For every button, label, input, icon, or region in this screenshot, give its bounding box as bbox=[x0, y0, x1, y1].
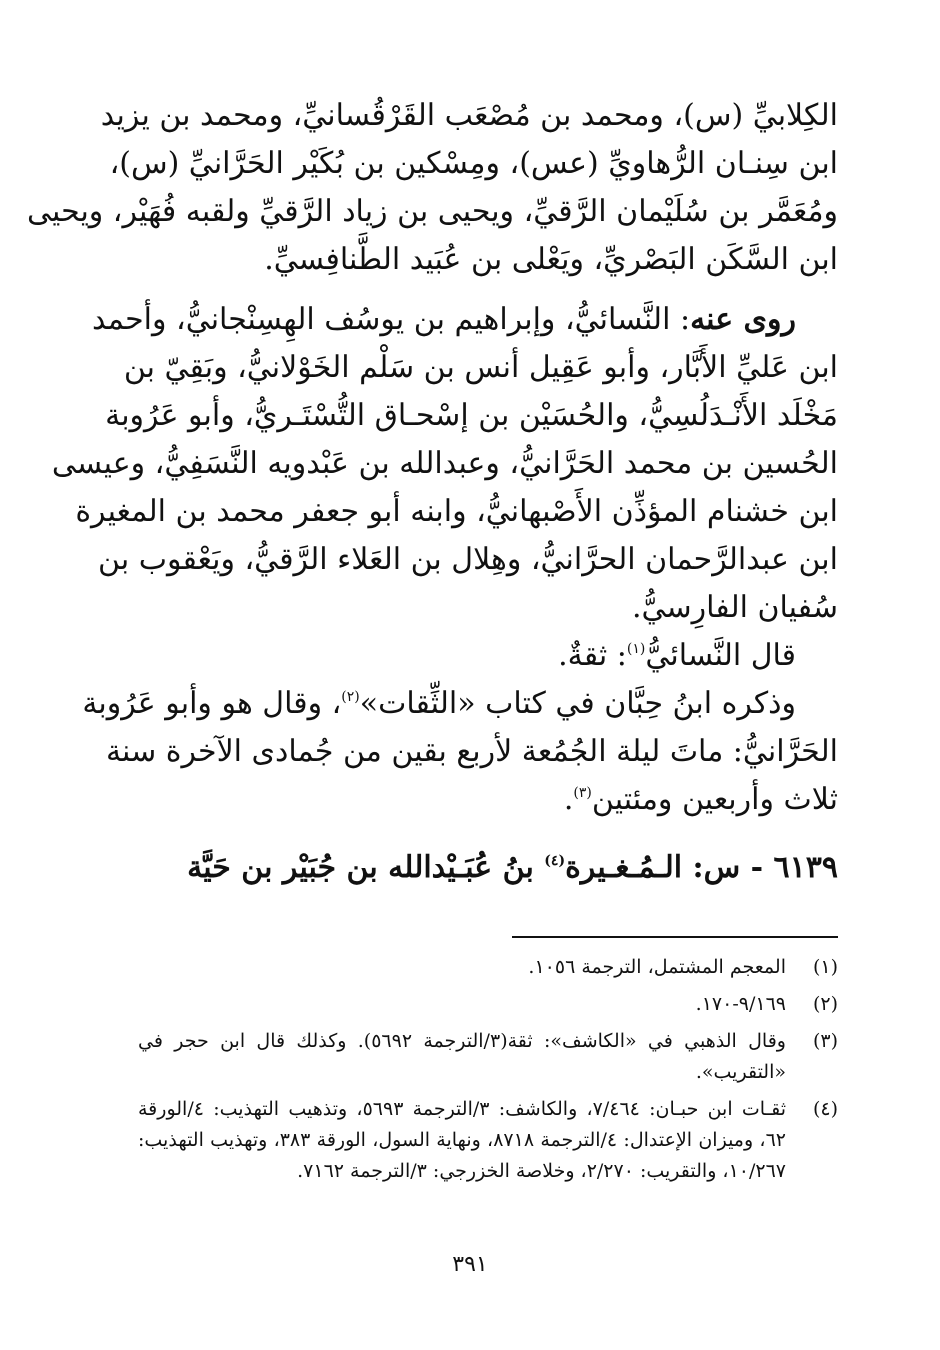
footnote-number: (٣) bbox=[812, 1030, 838, 1052]
footnote-text: المعجم المشتمل، الترجمة ١٠٥٦. bbox=[528, 956, 786, 978]
footnote bbox=[138, 989, 838, 1020]
footnote-ref: (١) bbox=[626, 641, 646, 657]
text-span: ، وقال هو وأبو عَرُوبة bbox=[82, 686, 342, 721]
paragraph-ibn-hibban bbox=[82, 680, 838, 824]
footnote-number: (١) bbox=[812, 956, 838, 978]
text-line: ابن عبدالرَّحمان الحرَّانيُّ، وهِلال بن العَلاء الرَّقيُّ، ويَعْقوب بن bbox=[98, 542, 838, 577]
footnote-ref: (٣) bbox=[573, 785, 592, 801]
entry-heading bbox=[138, 844, 838, 892]
text-line: ابن عَليِّ الأَبَّار، وأبو عَقِيل أنس بن سَلْم الخَوْلانيُّ، وبَقِيّ بن bbox=[123, 350, 838, 385]
text-line bbox=[138, 632, 838, 680]
text-line bbox=[92, 296, 838, 344]
text-span: قال النَّسائيُّ bbox=[645, 638, 796, 673]
text-span: : النَّسائيُّ، وإبراهيم بن يوسُف الهِسِنْجانيُّ، وأحمد bbox=[92, 302, 691, 337]
paragraph-students bbox=[51, 296, 838, 632]
text-line: ابن خشنام المؤذِّن الأَصْبهانيُّ، وابنه أبو جعفر محمد بن المغيرة bbox=[75, 494, 838, 529]
text-line bbox=[138, 776, 838, 824]
text-line: ابن السَّكَن البَصْريِّ، ويَعْلى بن عُبَيد الطَّنافِسيِّ. bbox=[264, 242, 838, 277]
footnote-number: (٤) bbox=[812, 1098, 838, 1120]
footnotes bbox=[138, 952, 838, 1193]
text-line: الكِلابيِّ (س)، ومحمد بن مُصْعَب القَرْقُسانيِّ، ومحمد بن يزيد bbox=[100, 98, 838, 133]
footnote bbox=[138, 952, 838, 983]
footnote bbox=[138, 1026, 838, 1088]
text-line: الحُسين بن محمد الحَرَّانيُّ، وعبدالله بن عَبْدويه النَّسَفِيُّ، وعيسى bbox=[51, 446, 838, 481]
footnote-ref: (٤) bbox=[544, 853, 566, 869]
heading-rawa-anhu: روى عنه bbox=[690, 302, 796, 337]
entry-title-rest: بنُ عُبَـيْدالله بن جُبَيْر بن حَيَّة bbox=[187, 850, 545, 885]
main-text bbox=[27, 92, 838, 892]
text-line: الحَرَّانيُّ: ماتَ ليلة الجُمُعة لأربع بقين من جُمادى الآخرة سنة bbox=[105, 734, 838, 769]
text-span: ثلاث وأربعين ومئتين bbox=[591, 782, 838, 817]
footnote-number: (٢) bbox=[812, 993, 838, 1015]
paragraph-teachers bbox=[27, 92, 838, 284]
page-number: ٣٩١ bbox=[452, 1252, 488, 1277]
footnote-text: ٩/١٦٩-١٧٠. bbox=[695, 993, 786, 1015]
text-line: ومُعَمَّر بن سُلَيْمان الرَّقيِّ، ويحيى بن زياد الرَّقيِّ ولقبه فُهَيْر، ويحيى bbox=[27, 194, 838, 229]
footnote-text: وقال الذهبي في «الكاشف»: ثقة(٣/الترجمة ٥٦٩٢). وكذلك قال ابن حجر في «التقريب». bbox=[138, 1030, 786, 1083]
footnote-ref: (٢) bbox=[341, 689, 360, 705]
text-span: وذكره ابنُ حِبَّان في كتاب «الثِّقات» bbox=[359, 686, 796, 721]
text-line: مَخْلَد الأَنْـدَلُسِيُّ، والحُسَيْن بن إسْحـاق التُّسْتَـريُّ، وأبو عَرُوبة bbox=[105, 398, 838, 433]
footnote-text: ثقـات ابن حبـان: ٧/٤٦٤، والكاشف: ٣/الترجمة ٥٦٩٣، وتذهيب التهذيب: ٤/الورقة ٦٢، وميزان الإعتدال: ٤/الترجمة ٨٧١٨، ونهاية السول، الورقة ٣٨٣، وتهذيب التهذيب: ١٠/٢٦٧، والتقريب: ٢/٢٧٠، وخلاصة الخزرجي: ٣/الترجمة ٧١٦٢. bbox=[138, 1098, 786, 1182]
entry-title: ٦١٣٩ - س: الـمُـغـيرة bbox=[565, 850, 838, 885]
text-line: ابن سِنـان الرُّهاويِّ (عس)، ومِسْكين بن بُكَيْر الحَرَّانيِّ (س)، bbox=[109, 146, 838, 181]
text-line bbox=[82, 680, 838, 728]
footnote bbox=[138, 1094, 838, 1187]
text-span: . bbox=[563, 782, 574, 817]
paragraph-nasai bbox=[138, 632, 838, 680]
text-line: سُفيان الفارِسيُّ. bbox=[631, 590, 838, 625]
text-span: : ثقةٌ. bbox=[558, 638, 627, 673]
footnote-divider bbox=[512, 936, 838, 938]
